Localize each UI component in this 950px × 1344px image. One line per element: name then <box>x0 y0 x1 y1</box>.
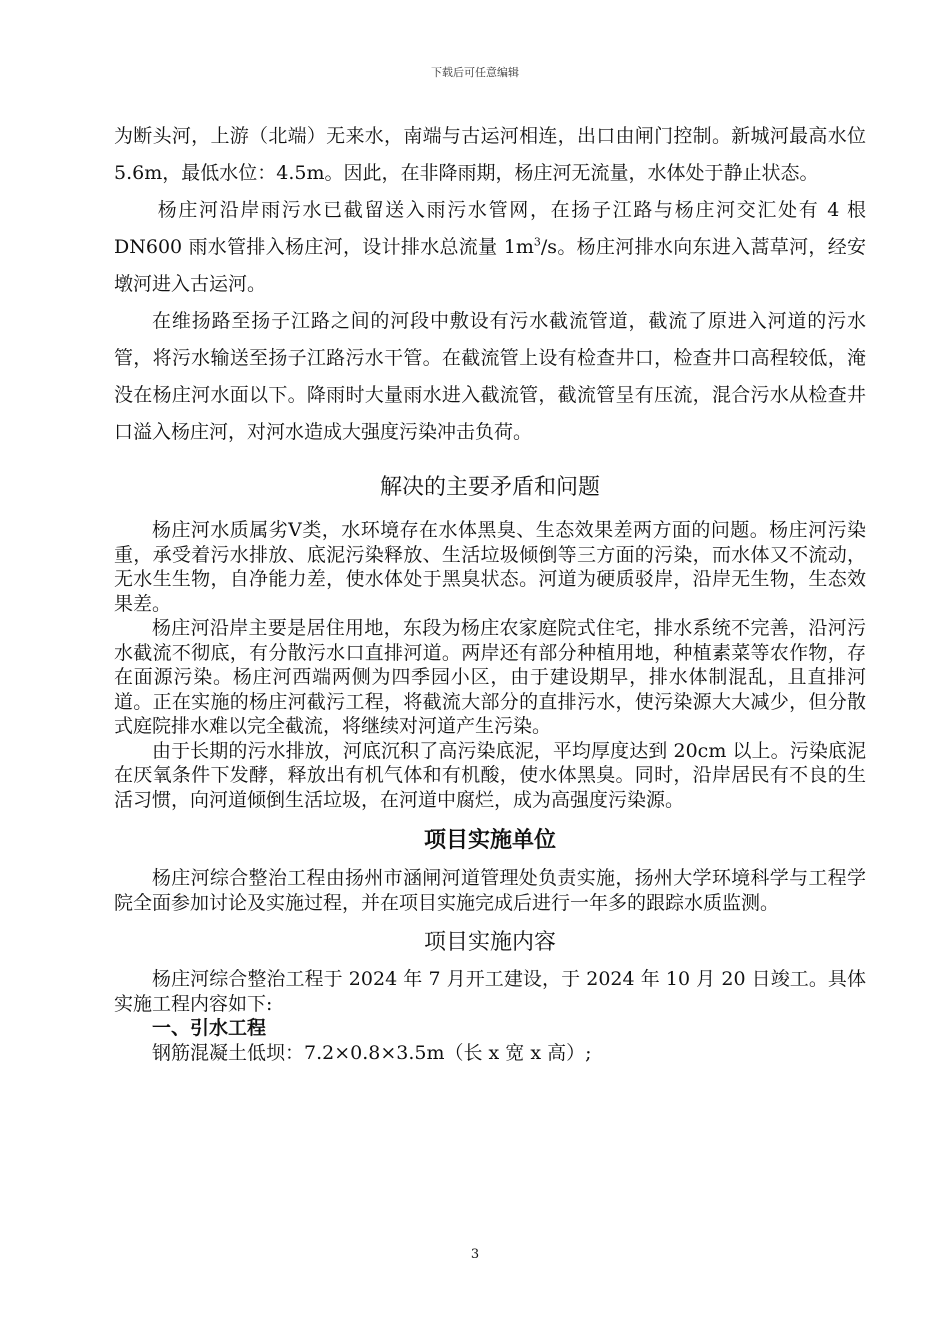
page-number: 3 <box>470 1247 480 1262</box>
problems-paragraph-1: 杨庄河水质属劣Ⅴ类，水环境存在水体黑臭、生态效果差两方面的问题。杨庄河污染重，承受着污水排放、底泥污染释放、生活垃圾倾倒等三方面的污染，而水体又不流动，无水生生物，自净能力差，使水体处于黑臭状态。河道为硬质驳岸，沿岸无生物，生态效果差。 <box>114 519 866 615</box>
intro-paragraph-1: 为断头河，上游（北端）无来水，南端与古运河相连，出口由闸门控制。新城河最高水位 5.6m，最低水位：4.5m。因此，在非降雨期，杨庄河无流量，水体处于静止状态。 <box>114 125 866 184</box>
content-subheading: 一、引水工程 <box>152 1017 267 1039</box>
problems-paragraph-3: 由于长期的污水排放，河底沉积了高污染底泥，平均厚度达到 20cm 以上。污染底泥在厌氧条件下发酵，释放出有机气体和有机酸，使水体黑臭。同时，沿岸居民有不良的生活习惯，向河道倾倒生活垃圾，在河道中腐烂，成为高强度污染源。 <box>114 739 866 811</box>
intro-paragraph-3: 在维扬路至扬子江路之间的河段中敷设有污水截流管道，截流了原进入河道的污水管，将污水输送至扬子江路污水干管。在截流管上设有检查井口，检查井口高程较低，淹没在杨庄河水面以下。降雨时大量雨水进入截流管，截流管呈有压流，混合污水从检查井口溢入杨庄河，对河水造成大强度污染冲击负荷。 <box>114 310 866 443</box>
problems-paragraph-2: 杨庄河沿岸主要是居住用地，东段为杨庄农家庭院式住宅，排水系统不完善，沿河污水截流不彻底，有分散污水口直排河道。两岸还有部分种植用地，种植素菜等农作物，存在面源污染。杨庄河西端两侧为四季园小区，由于建设期早，排水体制混乱，且直排河道。正在实施的杨庄河截污工程，将截流大部分的直排污水，使污染源大大减少，但分散式庭院排水难以完全截流，将继续对河道产生污染。 <box>114 617 866 737</box>
content-paragraph-2: 钢筋混凝土低坝：7.2×0.8×3.5m（长 x 宽 x 高）; <box>152 1041 592 1064</box>
document-body <box>114 118 866 1065</box>
header-note: 下载后可任意编辑 <box>431 66 519 79</box>
intro-paragraph-2 <box>114 192 866 303</box>
section-title-content: 项目实施内容 <box>423 930 556 955</box>
section-title-unit: 项目实施单位 <box>423 828 556 853</box>
intro-paragraph-2-text-a: 杨庄河沿岸雨污水已截留送入雨污水管网，在扬子江路与杨庄河交汇处有 4 根 DN600 雨水管排入杨庄河，设计排水总流量 1m <box>114 199 866 258</box>
intro-paragraph-2-text-b: /s。杨庄河排水向东进入蒿草河，经安墩河进入古运河。 <box>114 236 866 295</box>
section-title-problems: 解决的主要矛盾和问题 <box>379 475 600 500</box>
content-paragraph-1: 杨庄河综合整治工程于 2024 年 7 月开工建设，于 2024 年 10 月 20 日竣工。具体实施工程内容如下: <box>114 968 866 1015</box>
unit-paragraph-1: 杨庄河综合整治工程由扬州市涵闸河道管理处负责实施，扬州大学环境科学与工程学院全面参加讨论及实施过程，并在项目实施完成后进行一年多的跟踪水质监测。 <box>114 867 866 914</box>
cubic-superscript: 3 <box>533 235 541 249</box>
